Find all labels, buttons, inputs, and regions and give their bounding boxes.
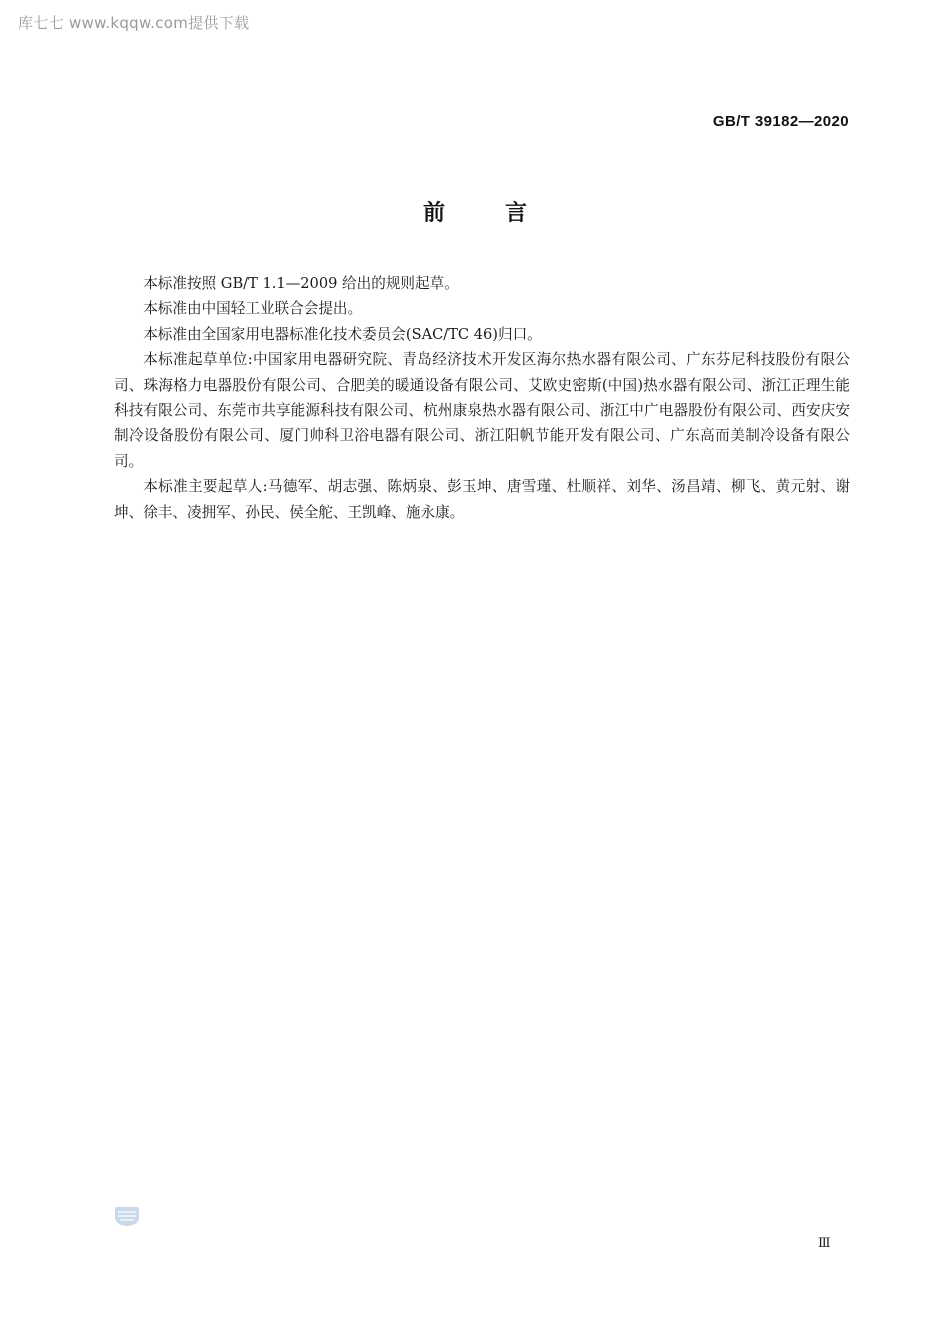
paragraph-jurisdiction: 本标准由全国家用电器标准化技术委员会(SAC/TC 46)归口。 xyxy=(143,325,542,343)
sac-logo-icon xyxy=(114,1205,140,1227)
document-body xyxy=(114,271,850,525)
standard-number: GB/T 39182—2020 xyxy=(712,113,849,130)
page-title: 前言 xyxy=(422,201,587,226)
paragraph-drafting-units: 本标准起草单位:中国家用电器研究院、青岛经济技术开发区海尔热水器有限公司、广东芬尼科技股份有限公司、珠海格力电器股份有限公司、合肥美的暖通设备有限公司、艾欧史密斯(中国)热水器有限公司、浙江正理生能科技有限公司、东莞市共享能源科技有限公司、杭州康泉热水器有限公司、浙江中广电器股份有限公司、西安庆安制冷设备股份有限公司、厦门帅科卫浴电器有限公司、浙江阳帆节能开发有限公司、广东高而美制冷设备有限公司。 xyxy=(114,351,850,470)
paragraph-proposer: 本标准由中国轻工业联合会提出。 xyxy=(143,300,363,318)
paragraph-drafters: 本标准主要起草人:马德军、胡志强、陈炳泉、彭玉坤、唐雪瑾、杜顺祥、刘华、汤昌靖、柳飞、黄元射、谢坤、徐丰、凌拥军、孙民、侯全舵、王凯峰、施永康。 xyxy=(114,478,850,521)
watermark-text: 库七七 www.kqqw.com提供下载 xyxy=(18,14,250,32)
page-number: Ⅲ xyxy=(818,1236,831,1251)
paragraph-drafting-rules: 本标准按照 GB/T 1.1—2009 给出的规则起草。 xyxy=(143,275,459,292)
